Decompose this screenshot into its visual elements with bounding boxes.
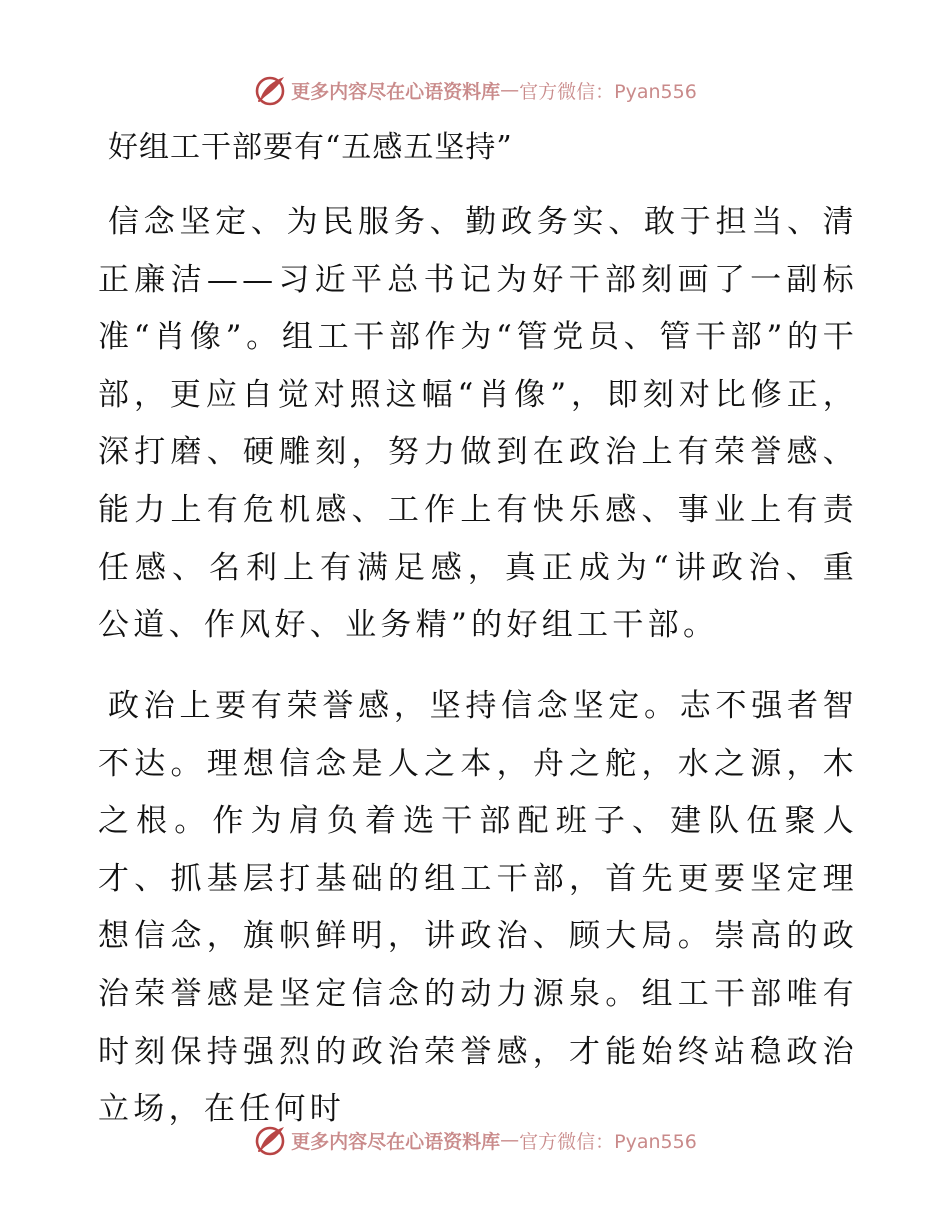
banner-wechat-text: 官方微信：Pyan556 [519,1130,697,1153]
paragraph-intro: 信念坚定、为民服务、勤政务实、敢于担当、清正廉洁——习近平总书记为好干部刻画了一副标准“肖像”。组工干部作为“管党员、管干部”的干部，更应自觉对照这幅“肖像”，即刻对比修正，深打磨、硬雕刻，努力做到在政治上有荣誉感、能力上有危机感、工作上有快乐感、事业上有责任感、名利上有满足感，真正成为“讲政治、重公道、作风好、业务精”的好组工干部。 [98,204,858,644]
paragraph-political-honor: 政治上要有荣誉感，坚持信念坚定。志不强者智不达。理想信念是人之本，舟之舵，水之源，木之根。作为肩负着选干部配班子、建队伍聚人才、抓基层打基础的组工干部，首先更要坚定理想信念，旗帜鲜明，讲政治、顾大局。崇高的政治荣誉感是坚定信念的动力源泉。组工干部唯有时刻保持强烈的政治荣誉感，才能始终站稳政治立场，在任何时 [98,688,858,1128]
document-title: 好组工干部要有“五感五坚持” [108,130,513,165]
footer-watermark-banner [0,1122,950,1158]
banner-dash: — [500,79,520,101]
banner-library-text: 更多内容尽在心语资料库 [291,1130,501,1153]
quill-logo-icon [253,1123,287,1157]
quill-logo-icon [253,73,287,107]
banner-dash: — [500,1129,520,1151]
banner-wechat-text: 官方微信：Pyan556 [519,80,697,103]
banner-library-text: 更多内容尽在心语资料库 [291,80,501,103]
header-watermark-banner [0,72,950,108]
